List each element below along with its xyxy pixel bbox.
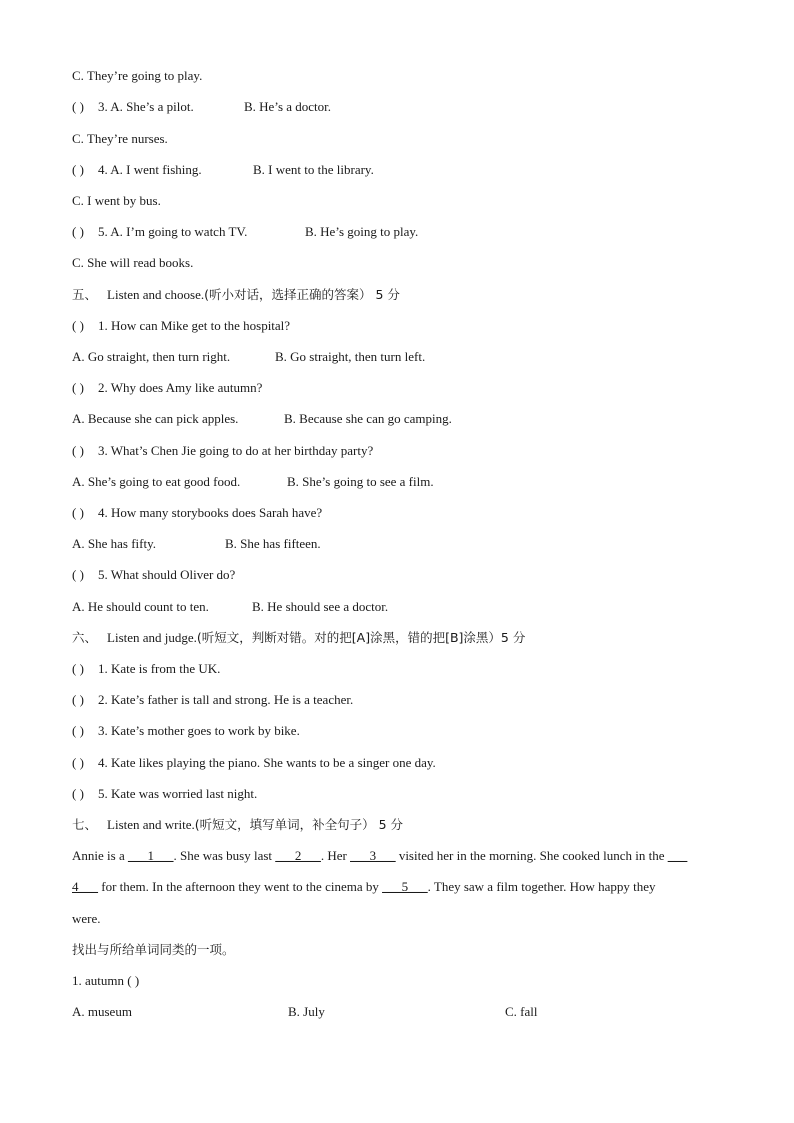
option-line — [72, 1004, 552, 1020]
option-a: A. Go straight, then turn right. — [72, 349, 231, 364]
section-title: Listen and choose. — [107, 287, 205, 302]
section-number: 七、 — [72, 817, 98, 832]
option-b: B. Because she can go camping. — [284, 411, 452, 426]
option-b[interactable]: B. July — [288, 1004, 325, 1019]
blank-4[interactable]: 4___ — [72, 879, 98, 894]
option-line — [72, 411, 452, 427]
passage-text: visited her in the morning. She cooked lunch in the — [395, 848, 668, 863]
option-b: B. He should see a doctor. — [252, 599, 389, 614]
section-number: 五、 — [72, 287, 98, 302]
question-line — [72, 380, 262, 396]
option-line — [72, 474, 434, 490]
option-b: B. He’s a doctor. — [244, 99, 332, 114]
section-note: (听短文，填写单词，补全句子） 5 分 — [194, 817, 404, 832]
question-line — [72, 567, 235, 583]
section-heading — [72, 287, 400, 303]
question-line — [72, 99, 332, 115]
question-text: 4. How many storybooks does Sarah have? — [98, 505, 323, 520]
section-note: (听小对话，选择正确的答案） 5 分 — [204, 287, 400, 302]
option-c[interactable]: C. fall — [505, 1004, 538, 1019]
passage-text: . They saw a film together. How happy they — [427, 879, 656, 894]
answer-paren[interactable]: ( ) — [72, 380, 84, 395]
option-line — [72, 599, 389, 615]
question-text: 1. How can Mike get to the hospital? — [98, 318, 291, 333]
answer-paren[interactable]: ( ) — [72, 723, 84, 738]
section-title: Listen and write. — [107, 817, 195, 832]
option-b: B. She’s going to see a film. — [287, 474, 434, 489]
question-line — [72, 224, 419, 240]
section-note: (听短文，判断对错。对的把[A]涂黑，错的把[B]涂黑）5 分 — [196, 630, 526, 645]
option-a: 4. A. I went fishing. — [98, 162, 202, 177]
blank-1[interactable]: ___1___ — [127, 848, 174, 863]
answer-paren[interactable]: ( ) — [72, 99, 84, 114]
passage-text: for them. In the afternoon they went to the cinema by — [98, 879, 383, 894]
blank-3[interactable]: ___3___ — [350, 848, 396, 863]
option-a: 5. A. I’m going to watch TV. — [98, 224, 248, 239]
blank-5[interactable]: ___5___ — [382, 879, 428, 894]
answer-paren[interactable]: ( ) — [72, 505, 84, 520]
question-line: 1. autumn ( ) — [72, 973, 140, 988]
option-a: A. He should count to ten. — [72, 599, 209, 614]
judge-text: 3. Kate’s mother goes to work by bike. — [98, 723, 300, 738]
passage-line — [72, 879, 656, 895]
option-a: 3. A. She’s a pilot. — [98, 99, 194, 114]
judge-item — [72, 723, 300, 739]
passage-line: were. — [72, 911, 101, 926]
answer-paren[interactable]: ( ) — [72, 318, 84, 333]
question-text: 2. Why does Amy like autumn? — [98, 380, 263, 395]
section-number: 六、 — [72, 630, 98, 645]
option-a: A. Because she can pick apples. — [72, 411, 239, 426]
option-b: B. I went to the library. — [253, 162, 374, 177]
judge-text: 2. Kate’s father is tall and strong. He is a teacher. — [98, 692, 354, 707]
question-line — [72, 505, 322, 521]
option-line: C. I went by bus. — [72, 193, 161, 208]
question-text: 3. What’s Chen Jie going to do at her birthday party? — [98, 443, 374, 458]
answer-paren[interactable]: ( ) — [72, 661, 84, 676]
judge-item — [72, 692, 353, 708]
option-line — [72, 536, 321, 552]
question-line — [72, 443, 373, 459]
option-line: C. They’re nurses. — [72, 131, 168, 146]
judge-item — [72, 755, 436, 771]
section-heading: 找出与所给单词同类的一项。 — [72, 942, 235, 957]
section-title: Listen and judge. — [107, 630, 197, 645]
option-line: C. They’re going to play. — [72, 68, 203, 83]
section-heading — [72, 817, 403, 833]
answer-paren[interactable]: ( ) — [72, 786, 84, 801]
question-line — [72, 162, 374, 178]
blank-2[interactable]: ___2___ — [275, 848, 321, 863]
option-a: A. She has fifty. — [72, 536, 157, 551]
answer-paren[interactable]: ( ) — [72, 692, 84, 707]
option-b: B. She has fifteen. — [225, 536, 321, 551]
answer-paren[interactable]: ( ) — [72, 443, 84, 458]
passage-text: . Her — [320, 848, 351, 863]
question-text: 5. What should Oliver do? — [98, 567, 236, 582]
judge-text: 1. Kate is from the UK. — [98, 661, 221, 676]
judge-text: 4. Kate likes playing the piano. She wants to be a singer one day. — [98, 755, 436, 770]
judge-text: 5. Kate was worried last night. — [98, 786, 258, 801]
option-a[interactable]: A. museum — [72, 1004, 132, 1019]
option-b: B. He’s going to play. — [305, 224, 419, 239]
passage-text: . She was busy last — [173, 848, 276, 863]
judge-item — [72, 786, 257, 802]
option-a: A. She’s going to eat good food. — [72, 474, 241, 489]
answer-paren[interactable]: ( ) — [72, 755, 84, 770]
option-line — [72, 349, 426, 365]
passage-line — [72, 848, 687, 864]
answer-paren[interactable]: ( ) — [72, 162, 84, 177]
section-heading — [72, 630, 525, 646]
option-b: B. Go straight, then turn left. — [275, 349, 426, 364]
option-line: C. She will read books. — [72, 255, 194, 270]
answer-paren[interactable]: ( ) — [72, 224, 84, 239]
passage-text: Annie is a — [72, 848, 128, 863]
blank-4-start[interactable]: ___ — [667, 848, 688, 863]
answer-paren[interactable]: ( ) — [72, 567, 84, 582]
judge-item — [72, 661, 220, 677]
question-line — [72, 318, 290, 334]
